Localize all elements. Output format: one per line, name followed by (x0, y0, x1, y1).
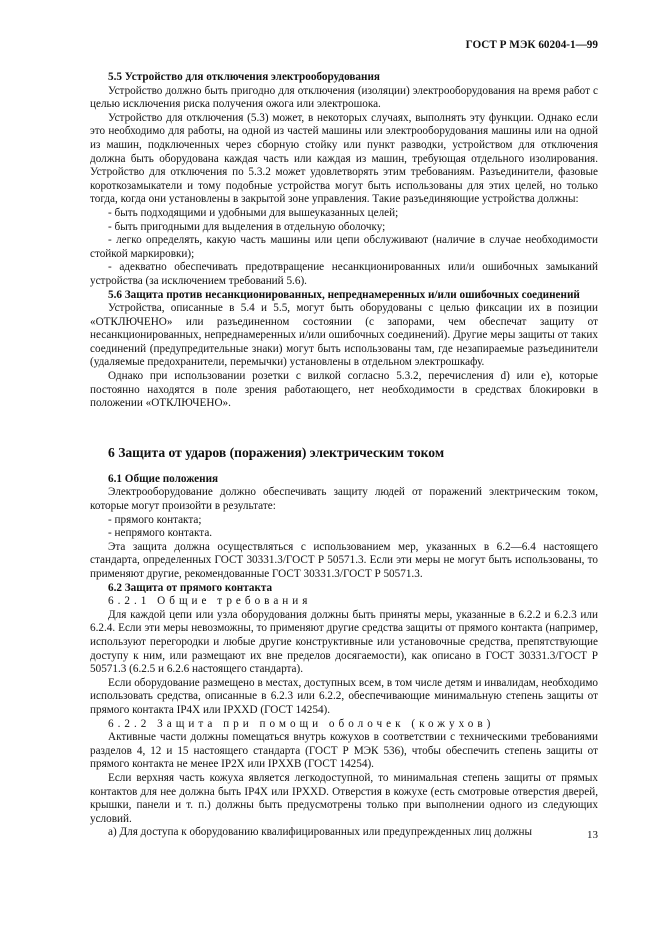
paragraph: Электрооборудование должно обеспечивать защиту людей от поражений электрическим током, которые могут произойти в результате: (90, 486, 598, 513)
list-item: - адекватно обеспечивать предотвращение несанкционированных или/и ошибочных замыканий устройства (за исключением требований 5.6). (90, 261, 598, 287)
paragraph: Если оборудование размещено в местах, доступных всем, в том числе детям и инвалидам, необходимо использовать средства, описанные в 6.2.3 или 6.2.2, обеспечивающие минимальную степень защиты от прямого контакта IP4X или IPXXD (ГОСТ 14254). (90, 676, 598, 716)
list-item: - быть пригодными для выделения в отдельную оболочку; (108, 220, 386, 233)
section-5-5-heading: 5.5 Устройство для отключения электрооборудования (108, 71, 380, 83)
page-number: 13 (587, 829, 598, 841)
section-5-6-heading: 5.6 Защита против несанкционированных, непреднамеренных и/или ошибочных соединений (108, 288, 580, 301)
document-page (90, 0, 598, 936)
section-6-2-heading: 6.2 Защита от прямого контакта (108, 581, 273, 594)
section-6-2-1-heading: 6.2.1 Общие требования (108, 595, 312, 608)
document-body (90, 71, 598, 840)
list-item: - непрямого контакта. (108, 527, 213, 540)
paragraph: а) Для доступа к оборудованию квалифицированных или предупрежденных лиц должны (108, 826, 532, 839)
paragraph: Эта защита должна осуществляться с использованием мер, указанных в 6.2—6.4 настоящего стандарта, определенных ГОСТ 30331.3/ГОСТ Р 50571.3. Если эти меры не могут быть использованы, то применяют другие, рекомендованные ГОСТ 30331.3/ГОСТ Р 50571.3. (90, 540, 598, 580)
list-item: - быть подходящими и удобными для вышеуказанных целей; (108, 206, 399, 219)
paragraph: Если верхняя часть кожуха является легкодоступной, то минимальная степень защиты от прямых контактов для нее должна быть IP4X или IPXXD. Отверстия в кожухе (есть смотровые отверстия дверей, крышки, панели и т. п.) должны быть предусмотрены только при выполнении одного из следующих условий. (90, 771, 598, 825)
paragraph: Для каждой цепи или узла оборудования должны быть приняты меры, указанные в 6.2.2 и 6.2.3 или 6.2.4. Если эти меры невозможны, то применяют другие средства защиты от прямого контакта (например, используют перегородки и любые другие конструктивные или установочные средства, препятствующие доступу к ним, или размещают их вне пределов досягаемости), как описано в ГОСТ 30331.3/ГОСТ Р 50571.3 (6.2.5 и 6.2.6 настоящего стандарта). (90, 608, 598, 676)
paragraph: Однако при использовании розетки с вилкой согласно 5.3.2, перечисления d) или e), которые постоянно находятся в поле зрения работающего, нет необходимости в средствах блокировки в положении «ОТКЛЮЧЕНО». (90, 370, 598, 410)
page-header: ГОСТ Р МЭК 60204-1—99 (465, 39, 598, 51)
list-item: - легко определять, какую часть машины или цепи обслуживают (наличие в случае необходимости стойкой маркировки); (90, 234, 598, 260)
list-item: - прямого контакта; (108, 513, 202, 526)
section-6-1-heading: 6.1 Общие положения (108, 472, 219, 485)
paragraph: Устройства, описанные в 5.4 и 5.5, могут быть оборудованы с целью фиксации их в позиции «ОТКЛЮЧЕНО» или разъединенном состоянии (с запорами, чем обеспечат защиту от несанкционированных, непреднамеренных и/или ошибочных соединений). Другие меры защиты от таких соединений (предупредительные знаки) могут быть использованы там, где незапираемые разъединители (удаляемые предохранители, перемычки) установлены в отдельном электрошкафу. (90, 302, 598, 369)
paragraph: Устройство для отключения (5.3) может, в некоторых случаях, выполнять эту функции. Однако если это необходимо для работы, на одной из частей машины или электрооборудования машины или на одной из машин, подключенных через сборную стойку или пункт разводки, устройством для отключения должна быть оборудована каждая часть или каждая из машин, требующая отдельного изолирования. Устройство для отключения по 5.3.2 может удовлетворять этим требованиям. Разъединители, фазовые короткозамыкатели и тому подобные устройства могут быть использованы для этих целей, но только тогда, когда они установлены в закрытой зоне управления. Такие разъединяющие устройства должны: (90, 111, 598, 206)
paragraph: Устройство должно быть пригодно для отключения (изоляции) электрооборудования на время работ с целью исключения риска получения ожога или электрошока. (90, 84, 598, 111)
section-6-heading: 6 Защита от ударов (поражения) электрическим током (108, 444, 445, 460)
section-6-2-2-heading: 6.2.2 Защита при помощи оболочек (кожухов) (108, 717, 495, 730)
paragraph: Активные части должны помещаться внутрь кожухов в соответствии с техническими требованиями разделов 4, 12 и 15 настоящего стандарта (ГОСТ Р МЭК 536), чтобы обеспечить степень защиты от прямого контакта не менее IP2X или IPXXB (ГОСТ 14254). (90, 731, 598, 771)
